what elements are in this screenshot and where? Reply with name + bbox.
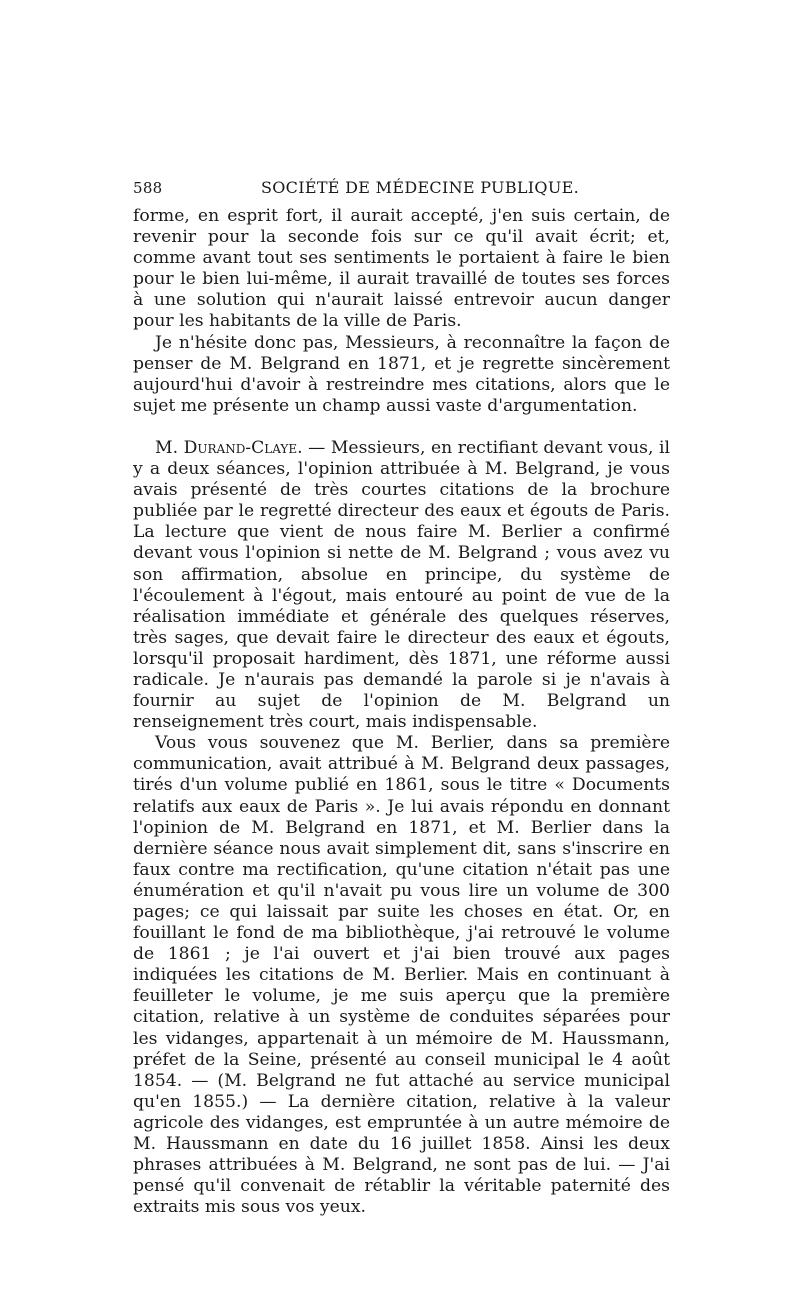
paragraph-berlier-citations: Vous vous souvenez que M. Berlier, dans sa première communication, avait attribué à M. Belgrand deux passages, tirés d'un volume publié en 1861, sous le titre « Documents relatifs aux eaux de Paris ». Je lui avais répondu en donnant l'opinion de M. Belgrand en 1871, et M. Berlier dans la dernière séance nous avait simplement dit, sans s'inscrire en faux contre ma rectification, qu'une citation n'était pas une énumération et qu'il n'avait pu vous lire un volume de 300 pages; ce qui laissait par suite les choses en état. Or, en fouillant le fond de ma bibliothèque, j'ai retrouvé le volume de 1861 ; je l'ai ouvert et j'ai bien trouvé aux pages indiquées les citations de M. Berlier. Mais en continuant à feuilleter le volume, je me suis aperçu que la première citation, relative à un système de conduites séparées pour les vidanges, appartenait à un mémoire de M. Haussmann, préfet de la Seine, présenté au conseil municipal le 4 août 1854. — (M. Belgrand ne fut attaché au service municipal qu'en 1855.) — La dernière citation, relative à la valeur agricole des vidanges, est empruntée à un autre mémoire de M. Haussmann en date du 16 juillet 1858. Ainsi les deux phrases attribuées à M. Belgrand, ne sont pas de lui. — J'ai pensé qu'il convenait de rétablir la véritable paternité des extraits mis sous vos yeux. bbox=[133, 733, 670, 1218]
paragraph-continuation: forme, en esprit fort, il aurait accepté, j'en suis certain, de revenir pour la seconde fois sur ce qu'il avait écrit; et, comme avant tout ses sentiments le portaient à faire le bien pour le bien lui-même, il aurait travaillé de toutes ses forces à une solution qui n'aurait laissé entrevoir aucun danger pour les habitants de la ville de Paris. bbox=[133, 206, 670, 332]
running-title: SOCIÉTÉ DE MÉDECINE PUBLIQUE. bbox=[261, 178, 579, 197]
section-gap bbox=[133, 417, 670, 438]
speaker-remarks: — Messieurs, en rectifiant devant vous, il y a deux séances, l'opinion attribuée à M. Belgrand, je vous avais présenté de très courtes citations de la brochure publiée par le regretté directeur des eaux et égouts de Paris. La lecture que vient de nous faire M. Berlier a confirmé devant vous l'opinion si nette de M. Belgrand ; vous avez vu son affirmation, absolue en principe, du système de l'écoulement à l'égout, mais entouré au point de vue de la réalisation immédiate et générale des quelques réserves, très sages, que devait faire le directeur des eaux et égouts, lorsqu'il proposait hardiment, dès 1871, une réforme aussi radicale. Je n'aurais pas demandé la parole si je n'avais à fournir au sujet de l'opinion de M. Belgrand un renseignement très court, mais indispensable. bbox=[133, 437, 670, 733]
speaker-name: M. Durand-Claye. bbox=[155, 437, 303, 458]
page-number: 588 bbox=[133, 179, 163, 197]
running-header bbox=[133, 178, 670, 206]
paragraph-belgrand-1871: Je n'hésite donc pas, Messieurs, à reconnaître la façon de penser de M. Belgrand en 1871, et je regrette sincèrement aujourd'hui d'avoir à restreindre mes citations, alors que le sujet me présente un champ aussi vaste d'argumentation. bbox=[133, 332, 670, 416]
paragraph-durand-claye bbox=[133, 438, 670, 733]
book-page bbox=[133, 178, 670, 1218]
